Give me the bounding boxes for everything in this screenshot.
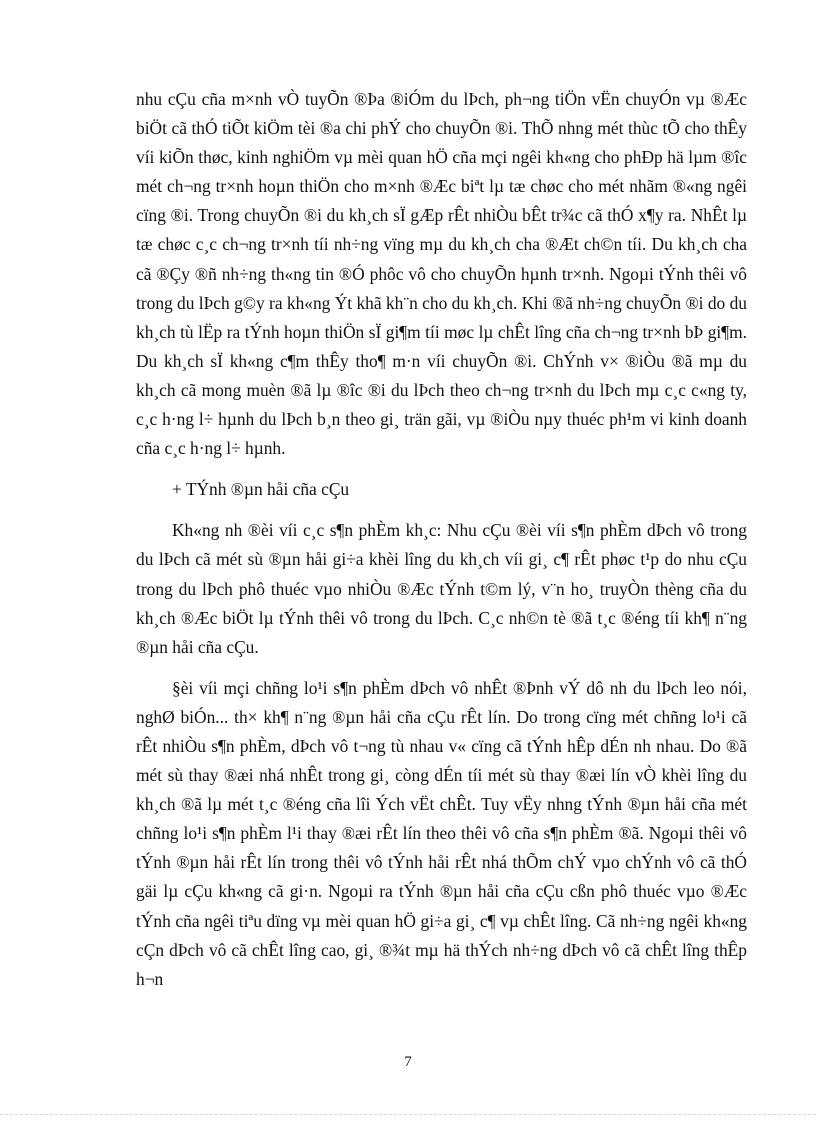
page-number: 7 <box>404 1054 412 1070</box>
paragraph-travel-demand: nhu cÇu cña m×nh vÒ tuyÕn ®Þa ®iÓm du lÞch, ph¬ng tiÖn vËn chuyÓn vµ ®Æc biÖt cã thÓ tiÕt kiÖm tèi ®a chi phÝ cho chuyÕn ®i. ThÕ nhng mét thùc tÕ cho thÊy víi kiÕn thøc, kinh nghiÖm vµ mèi quan hÖ cña mçi ngêi kh«ng cho phÐp hä lµm ®îc mét ch¬ng tr×nh hoµn thiÖn cho m×nh ®Æc biªt lµ tæ chøc cho mét nhãm ®«ng ngêi cïng ®i. Trong chuyÕn ®i du kh¸ch sÏ gÆp rÊt nhiÒu bÊt tr¾c cã thÓ x¶y ra. NhÊt lµ tæ chøc c¸c ch¬ng tr×nh tíi nh÷ng vïng mµ du kh¸ch cha ®Æt ch©n tíi. Du kh¸ch cha cã ®Çy ®ñ nh÷ng th«ng tin ®Ó phôc vô cho chuyÕn hµnh tr×nh. Ngoµi tÝnh thêi vô trong du lÞch g©y ra kh«ng Ýt khã kh¨n cho du kh¸ch. Khi ®ã nh÷ng chuyÕn ®i do du kh¸ch tù lËp ra tÝnh hoµn thiÖn sÏ gi¶m tíi møc lµ chÊt lîng cña ch¬ng tr×nh bÞ gi¶m. Du kh¸ch sÏ kh«ng c¶m thÊy tho¶ m·n víi chuyÕn ®i. ChÝnh v× ®iÒu ®ã mµ du kh¸ch cã mong muèn ®ã lµ ®îc ®i du lÞch theo ch¬ng tr×nh du lÞch mµ c¸c c«ng ty, c¸c h·ng l÷ hµnh du lÞch b¸n theo gi¸ trän gãi, vµ ®iÒu nµy thuéc ph¹m vi kinh doanh cña c¸c h·ng l÷ hµnh. <box>136 89 747 459</box>
paragraph-elasticity-intro: Kh«ng nh ®èi víi c¸c s¶n phÈm kh¸c: Nhu cÇu ®èi víi s¶n phÈm dÞch vô trong du lÞch cã mét sù ®µn håi gi÷a khèi lîng du kh¸ch víi gi¸ c¶ rÊt phøc t¹p do nhu cÇu trong du lÞch phô thuéc vµo nhiÒu ®Æc tÝnh t©m lý, v¨n ho¸ truyÒn thèng cña du kh¸ch ®Æc biÖt lµ tÝnh thêi vô trong du lÞch. C¸c nh©n tè ®ã t¸c ®éng tíi kh¶ n¨ng ®µn håi cña cÇu. <box>136 520 747 657</box>
paragraph-elasticity-detail: §èi víi mçi chñng lo¹i s¶n phÈm dÞch vô nhÊt ®Þnh vÝ dô nh du lÞch leo nói, nghØ biÓn... th× kh¶ n¨ng ®µn håi cña cÇu rÊt lín. Do trong cïng mét chñng lo¹i cã rÊt nhiÒu s¶n phÈm, dÞch vô t¬ng tù nhau v« cïng cã tÝnh hÊp dÉn nh nhau. Do ®ã mét sù thay ®æi nhá nhÊt trong gi¸ còng dÉn tíi mét sù thay ®æi lín vÒ khèi lîng du kh¸ch ®ã lµ mét t¸c ®éng cña lîi Ých vËt chÊt. Tuy vËy nhng tÝnh ®µn håi cña mét chñng lo¹i s¶n phÈm l¹i thay ®æi rÊt lín theo thêi vô cña s¶n phÈm ®ã. Ngoµi thêi vô tÝnh ®µn håi rÊt lín trong thêi vô tÝnh håi rÊt nhá thÕm chÝ vµo chÝnh vô cã thÓ gäi lµ cÇu kh«ng cã gi·n. Ngoµi ra tÝnh ®µn håi cña cÇu cßn phô thuéc vµo ®Æc tÝnh cña ngêi tiªu dïng vµ mèi quan hÖ gi÷a gi¸ c¶ vµ chÊt lîng. Cã nh÷ng ngêi kh«ng cÇn dÞch vô cã chÊt lîng cao, gi¸ ®¾t mµ hä thÝch nh÷ng dÞch vô cã chÊt lîng thÊp h¬n <box>136 677 747 989</box>
body-text <box>136 85 747 994</box>
footer-divider <box>0 1114 816 1115</box>
section-heading-demand-elasticity: + TÝnh ®µn håi cña cÇu <box>172 479 350 500</box>
